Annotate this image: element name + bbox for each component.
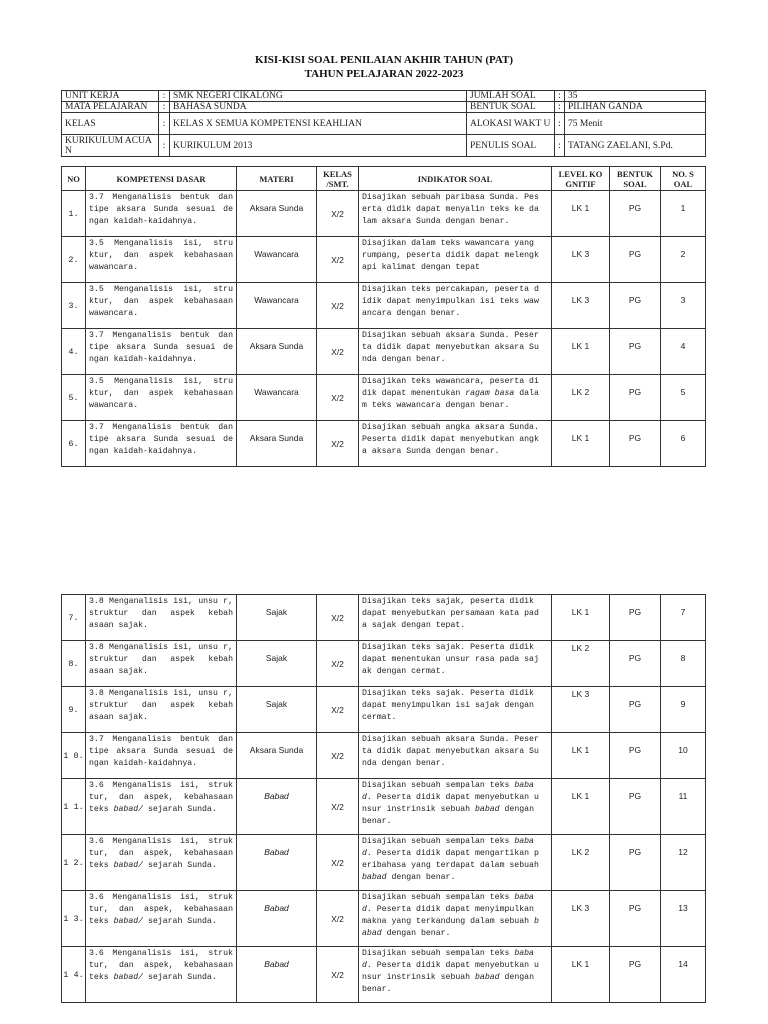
row-nosoal: 7 [661,595,706,641]
row-kelas: X/2 [317,237,359,283]
row-kelas: X/2 [317,329,359,375]
row-no: 1. [62,191,86,237]
mata-pelajaran-label: MATA PELAJARAN [62,102,159,113]
row-materi: Aksara Sunda [237,421,317,467]
bentuk-soal-label: BENTUK SOAL [467,102,555,113]
row-no: 9. [62,687,86,733]
row-indikator [359,779,552,835]
table-row [62,283,706,329]
info-table [61,90,706,157]
indikator-text: . Peserta didik dapat menyimpulkan makna yang terkandung dalam sebuah [362,905,534,926]
row-kelas: X/2 [317,733,359,779]
col-header-no: NO [62,167,86,191]
row-kelas: X/2 [317,687,359,733]
table-row [62,947,706,1003]
kd-term: babad/ [113,917,144,926]
indikator-text: Disajikan sebuah sempalan teks [362,893,515,902]
row-nosoal: 11 [661,779,706,835]
row-materi: Wawancara [237,375,317,421]
row-kd: 3.5 Menganalisis isi, stru ktur, dan aspek kebahasaan wawancara. [86,237,237,283]
row-no: 1 4. [62,947,86,1003]
row-kelas: X/2 [317,595,359,641]
row-bentuk: PG [610,891,661,947]
indikator-text: Disajikan sebuah sempalan teks [362,949,515,958]
row-kd [86,779,237,835]
col-header-kelas: KELAS /SMT. [317,167,359,191]
indikator-text: Disajikan teks wawancara, peserta di dik dapat menentukan [362,377,539,398]
table-row [62,779,706,835]
table-header-row [62,167,706,191]
row-nosoal: 13 [661,891,706,947]
kurikulum-label: KURIKULUM ACUA N [62,135,159,157]
row-nosoal: 14 [661,947,706,1003]
kd-text: 3.6 Menganalisis isi, struk tur, dan aspek, kebahasaan teks [89,949,233,982]
alokasi-label: ALOKASI WAKT U [467,113,555,135]
row-materi: Sajak [237,641,317,687]
colon: : [555,135,565,157]
row-bentuk: PG [610,421,661,467]
document-title: KISI-KISI SOAL PENILAIAN AKHIR TAHUN (PAT) [254,54,514,66]
row-kd: 3.5 Menganalisis isi, stru ktur, dan aspek kebahasaan wawancara. [86,375,237,421]
document-subtitle: TAHUN PELAJARAN 2022-2023 [304,68,464,80]
row-nosoal: 6 [661,421,706,467]
kd-text: 3.6 Menganalisis isi, struk tur, dan aspek, kebahasaan teks [89,893,233,926]
indikator-text: . Peserta didik dapat menyebutkan u nsur instrinsik sebuah [362,961,539,982]
row-kd [86,835,237,891]
row-level: LK 1 [552,191,610,237]
row-level: LK 1 [552,329,610,375]
indikator-text: dengan benar. [362,973,534,994]
table-row [62,329,706,375]
row-materi: Babad [237,947,317,1003]
row-kd: 3.8 Menganalisis isi, unsu r, struktur dan aspek kebah asaan sajak. [86,687,237,733]
indikator-text: dengan benar. [386,873,456,882]
table-row [62,421,706,467]
row-kelas: X/2 [317,891,359,947]
table-row [62,375,706,421]
colon: : [159,91,170,102]
row-kd [86,947,237,1003]
row-nosoal: 12 [661,835,706,891]
row-kelas: X/2 [317,191,359,237]
row-indikator: Disajikan teks sajak. Peserta didik dapat menyimpulkan isi sajak dengan cermat. [359,687,552,733]
col-header-kd: KOMPETENSI DASAR [86,167,237,191]
row-kd: 3.5 Menganalisis isi, stru ktur, dan aspek kebahasaan wawancara. [86,283,237,329]
row-level: LK 1 [552,947,610,1003]
kurikulum-value: KURIKULUM 2013 [170,135,467,157]
row-bentuk: PG [610,733,661,779]
indikator-term: baba d [362,893,534,914]
row-indikator: Disajikan teks sajak. Peserta didik dapat menentukan unsur rasa pada saj ak dengan cermat. [359,641,552,687]
col-header-level: LEVEL KO GNITIF [552,167,610,191]
row-bentuk: PG [610,835,661,891]
row-materi: Wawancara [237,237,317,283]
indikator-term: baba d [362,949,534,970]
row-nosoal: 4 [661,329,706,375]
alokasi-value: 75 Menit [565,113,706,135]
row-nosoal: 10 [661,733,706,779]
row-no: 1 1. [62,779,86,835]
row-level: LK 3 [552,283,610,329]
row-bentuk: PG [610,947,661,1003]
row-kd: 3.7 Menganalisis bentuk dan tipe aksara Sunda sesuai de ngan kaidah-kaidahnya. [86,733,237,779]
row-nosoal: 8 [661,641,706,687]
row-level: LK 1 [552,779,610,835]
kd-text: 3.6 Menganalisis isi, struk tur, dan aspek, kebahasaan teks [89,781,233,814]
row-indikator [359,375,552,421]
col-header-indikator: INDIKATOR SOAL [359,167,552,191]
row-kd: 3.8 Menganalisis isi, unsu r, struktur dan aspek kebah asaan sajak. [86,595,237,641]
indikator-term: ragam basa [465,389,515,398]
row-kd [86,891,237,947]
row-bentuk: PG [610,779,661,835]
row-indikator: Disajikan teks percakapan, peserta d idik dapat menyimpulkan isi teks waw ancara dengan benar. [359,283,552,329]
row-kelas: X/2 [317,835,359,891]
unit-kerja-label: UNIT KERJA [62,91,159,102]
indikator-text: dala m teks wawancara dengan benar. [362,389,539,410]
row-indikator [359,947,552,1003]
kisi-table-page-2 [61,594,706,1003]
row-materi: Babad [237,779,317,835]
row-indikator: Disajikan teks sajak, peserta didik dapat menyebutkan persamaan kata pad a sajak dengan tepat. [359,595,552,641]
row-indikator: Disajikan sebuah paribasa Sunda. Pes erta didik dapat menyalin teks ke da lam aksara Sunda dengan benar. [359,191,552,237]
row-no: 5. [62,375,86,421]
row-kd: 3.7 Menganalisis bentuk dan tipe aksara Sunda sesuai de ngan kaidah-kaidahnya. [86,421,237,467]
row-kd: 3.7 Menganalisis bentuk dan tipe aksara Sunda sesuai de ngan kaidah-kaidahnya. [86,191,237,237]
row-indikator: Disajikan dalam teks wawancara yang rumpang, peserta didik dapat melengk api kalimat dengan tepat [359,237,552,283]
col-header-nosoal: NO. S OAL [661,167,706,191]
indikator-text: dengan benar. [381,929,451,938]
row-level: LK 3 [552,237,610,283]
kd-text: sejarah Sunda. [143,973,217,982]
row-materi: Aksara Sunda [237,191,317,237]
row-materi: Aksara Sunda [237,329,317,375]
indikator-term: babad [475,973,500,982]
colon: : [555,91,565,102]
row-kelas: X/2 [317,947,359,1003]
row-bentuk: PG [610,595,661,641]
row-kd: 3.8 Menganalisis isi, unsu r, struktur dan aspek kebah asaan sajak. [86,641,237,687]
unit-kerja-value: SMK NEGERI CIKALONG [170,91,467,102]
row-kelas: X/2 [317,283,359,329]
table-row [62,733,706,779]
kd-text: sejarah Sunda. [143,917,217,926]
row-no: 1 2. [62,835,86,891]
row-level: LK 3 [552,891,610,947]
row-kelas: X/2 [317,375,359,421]
row-no: 7. [62,595,86,641]
col-header-materi: MATERI [237,167,317,191]
row-no: 6. [62,421,86,467]
row-materi: Aksara Sunda [237,733,317,779]
row-bentuk: PG [610,191,661,237]
indikator-term: babad [475,805,500,814]
indikator-text: . Peserta didik dapat menyebutkan u nsur instrinsik sebuah [362,793,539,814]
colon: : [555,102,565,113]
indikator-text: dengan benar. [362,805,534,826]
colon: : [159,102,170,113]
row-bentuk: PG [610,283,661,329]
row-materi: Babad [237,835,317,891]
row-kd: 3.7 Menganalisis bentuk dan tipe aksara Sunda sesuai de ngan kaidah-kaidahnya. [86,329,237,375]
row-no: 1 0. [62,733,86,779]
indikator-term: baba d [362,837,534,858]
row-nosoal: 2 [661,237,706,283]
row-kelas: X/2 [317,779,359,835]
row-no: 1 3. [62,891,86,947]
row-nosoal: 9 [661,687,706,733]
row-level: LK 1 [552,595,610,641]
kd-text: sejarah Sunda. [143,805,217,814]
row-no: 3. [62,283,86,329]
row-bentuk: PG [610,687,661,733]
row-bentuk: PG [610,237,661,283]
indikator-term: baba d [362,781,534,802]
row-no: 2. [62,237,86,283]
kd-term: babad/ [113,973,144,982]
indikator-term: b abad [362,917,539,938]
mata-pelajaran-value: BAHASA SUNDA [170,102,467,113]
row-materi: Sajak [237,595,317,641]
row-materi: Wawancara [237,283,317,329]
indikator-term: babad [362,873,387,882]
bentuk-soal-value: PILIHAN GANDA [565,102,706,113]
row-level: LK 2 [552,375,610,421]
row-no: 8. [62,641,86,687]
jumlah-soal-value: 35 [565,91,706,102]
table-row [62,835,706,891]
row-nosoal: 1 [661,191,706,237]
col-header-bentuk: BENTUK SOAL [610,167,661,191]
indikator-text: Disajikan sebuah sempalan teks [362,781,515,790]
colon: : [159,113,170,135]
row-level: LK 2 [552,641,610,687]
colon: : [159,135,170,157]
table-row [62,595,706,641]
row-materi: Babad [237,891,317,947]
row-indikator: Disajikan sebuah aksara Sunda. Peser ta didik dapat menyebutkan aksara Su nda dengan benar. [359,329,552,375]
row-indikator: Disajikan sebuah angka aksara Sunda. Peserta didik dapat menyebutkan angk a aksara Sunda dengan benar. [359,421,552,467]
row-indikator: Disajikan sebuah aksara Sunda. Peser ta didik dapat menyebutkan aksara Su nda dengan benar. [359,733,552,779]
kd-text: 3.6 Menganalisis isi, struk tur, dan aspek, kebahasaan teks [89,837,233,870]
indikator-text: . Peserta didik dapat mengartikan p eribahasa yang terdapat dalam sebuah [362,849,539,870]
penulis-value: TATANG ZAELANI, S.Pd. [565,135,706,157]
jumlah-soal-label: JUMLAH SOAL [467,91,555,102]
table-row [62,191,706,237]
table-row [62,891,706,947]
row-level: LK 3 [552,687,610,733]
row-nosoal: 3 [661,283,706,329]
row-nosoal: 5 [661,375,706,421]
colon: : [555,113,565,135]
row-bentuk: PG [610,641,661,687]
kd-term: babad/ [113,805,144,814]
kelas-value: KELAS X SEMUA KOMPETENSI KEAHLIAN [170,113,467,135]
row-level: LK 2 [552,835,610,891]
table-row [62,641,706,687]
row-indikator [359,891,552,947]
table-row [62,237,706,283]
row-kelas: X/2 [317,421,359,467]
row-materi: Sajak [237,687,317,733]
kd-term: babad/ [113,861,144,870]
row-bentuk: PG [610,375,661,421]
table-row [62,687,706,733]
penulis-label: PENULIS SOAL [467,135,555,157]
kd-text: sejarah Sunda. [143,861,217,870]
row-level: LK 1 [552,421,610,467]
row-bentuk: PG [610,329,661,375]
indikator-text: Disajikan sebuah sempalan teks [362,837,515,846]
row-indikator [359,835,552,891]
kelas-label: KELAS [62,113,159,135]
row-no: 4. [62,329,86,375]
row-level: LK 1 [552,733,610,779]
kisi-table-page-1 [61,166,706,467]
row-kelas: X/2 [317,641,359,687]
